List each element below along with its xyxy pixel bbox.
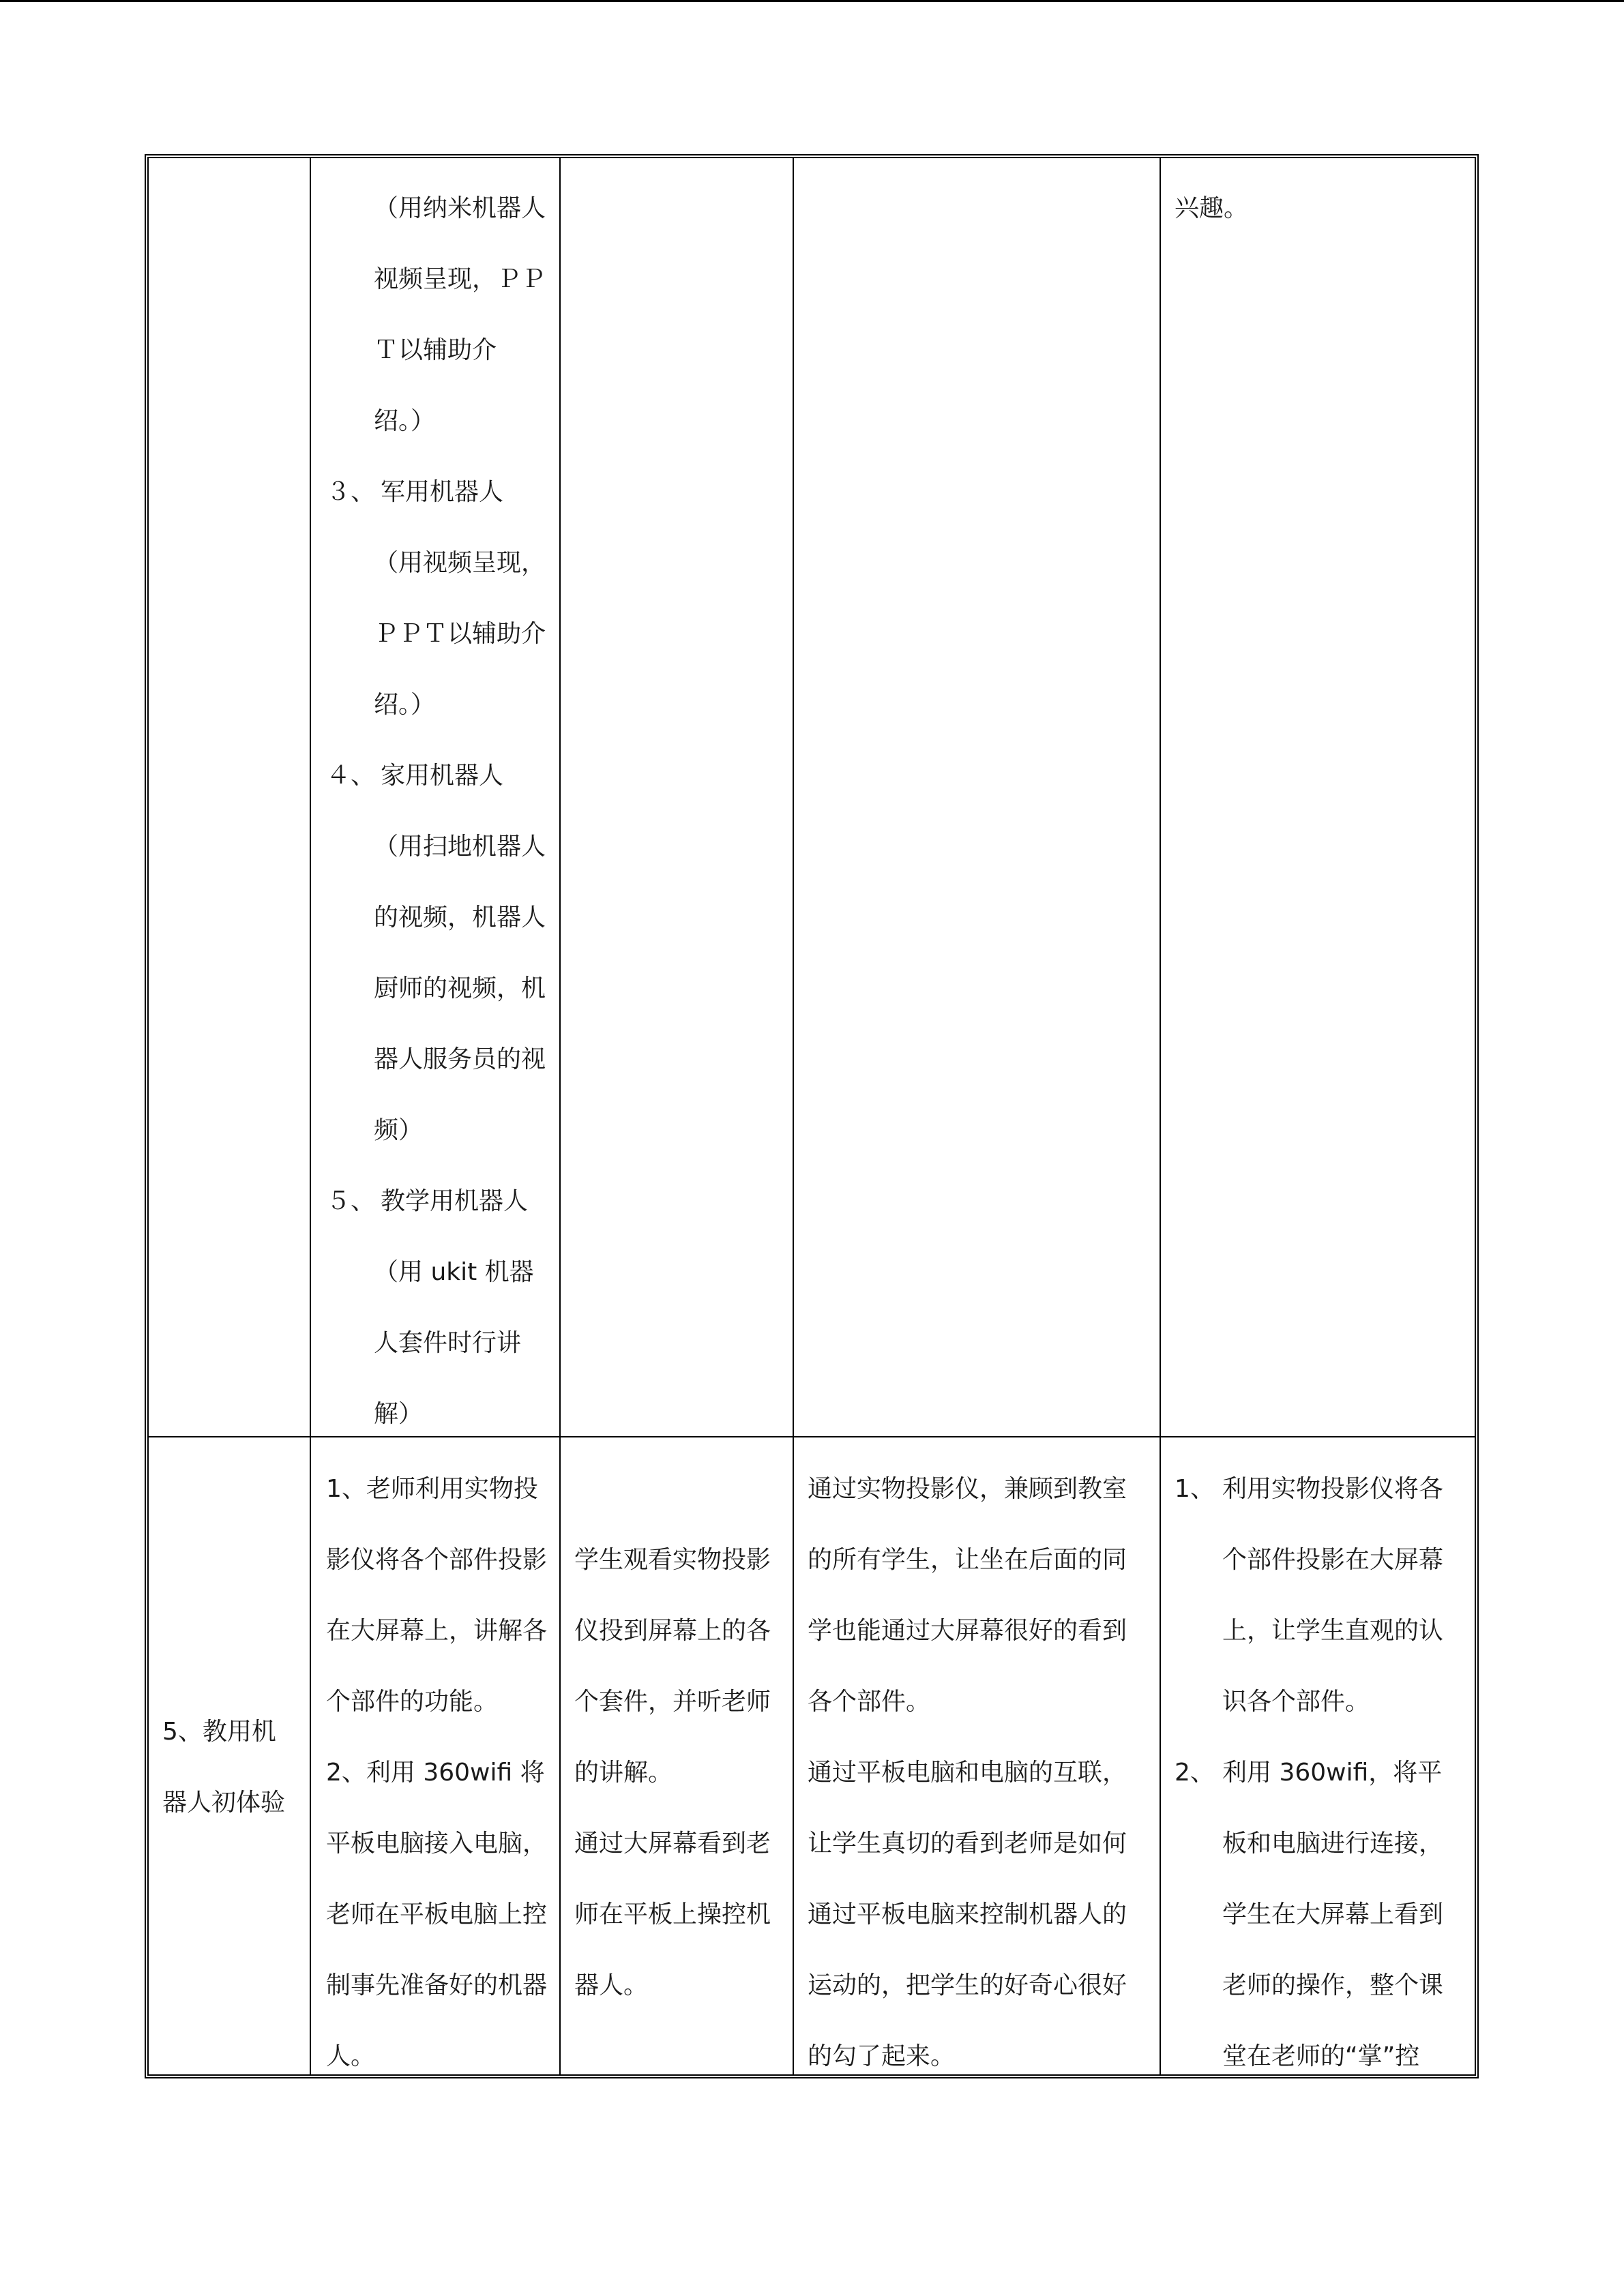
text-line: 仪投到屏幕上的各 <box>574 1617 771 1645</box>
text-line: 绍。） <box>374 691 436 719</box>
text-line: 人套件时行讲 <box>374 1329 522 1357</box>
text-line: 通过平板电脑和电脑的互联， <box>808 1759 1127 1787</box>
list-item-military-robot: ３、 军用机器人 <box>326 478 504 506</box>
row2-effect-cell <box>1175 1454 1443 2092</box>
row1-design-intent-cell <box>1175 173 1248 244</box>
text-line: 兴趣。 <box>1175 194 1249 222</box>
text-line: 学也能通过大屏幕很好的看到 <box>808 1617 1127 1645</box>
text-line: 各个部件。 <box>808 1688 931 1716</box>
column-divider <box>559 158 561 2074</box>
text-line: 学生在大屏幕上看到 <box>1222 1900 1444 1928</box>
text-line: 2、利用 360wifi 将 <box>326 1759 545 1787</box>
text-line: 绍。） <box>374 407 436 435</box>
text-line: 厨师的视频，机 <box>374 974 546 1002</box>
text-line: 老师的操作，整个课 <box>1222 1971 1444 1999</box>
text-line: ＰＰＴ以辅助介 <box>374 620 546 648</box>
row2-design-intent-cell <box>808 1454 1127 2092</box>
effect-item-2: 2、 利用 360wifi，将平 <box>1175 1759 1443 1787</box>
column-divider <box>793 158 794 2074</box>
list-item-home-robot: ４、 家用机器人 <box>326 762 504 790</box>
text-line: 1、老师利用实物投 <box>326 1475 538 1503</box>
text-line: （用纳米机器人 <box>374 194 546 222</box>
text-line: 上，让学生直观的认 <box>1222 1617 1444 1645</box>
text-line: 的勾了起来。 <box>808 2042 956 2070</box>
text-line: 人。 <box>326 2042 376 2070</box>
page-top-rule <box>0 0 1624 2</box>
text-line: 识各个部件。 <box>1222 1688 1370 1716</box>
lesson-plan-table <box>145 154 1479 2078</box>
text-line: 解） <box>374 1400 424 1428</box>
text-line: 的所有学生，让坐在后面的同 <box>808 1546 1127 1574</box>
text-line: 平板电脑接入电脑， <box>326 1830 548 1858</box>
stage-title-line: 5、教用机 <box>162 1718 276 1746</box>
row1-teacher-activity-cell <box>326 173 546 1450</box>
text-line: 制事先准备好的机器 <box>326 1971 548 1999</box>
text-line: 器人。 <box>574 1971 649 1999</box>
text-line: 视频呈现，ＰＰ <box>374 265 546 293</box>
text-line: 学生观看实物投影 <box>574 1546 771 1574</box>
row2-stage-cell <box>162 1697 285 1838</box>
text-line: 运动的，把学生的好奇心很好 <box>808 1971 1127 1999</box>
column-divider <box>1160 158 1161 2074</box>
row2-teacher-activity-cell <box>326 1454 547 2092</box>
row2-student-activity-cell <box>574 1525 771 2021</box>
text-line: （用扫地机器人 <box>374 833 546 861</box>
text-line: 的讲解。 <box>574 1759 673 1787</box>
text-line: 频） <box>374 1116 424 1144</box>
text-line: 堂在老师的“掌”控 <box>1222 2042 1420 2070</box>
list-item-teaching-robot: ５、 教学用机器人 <box>326 1187 529 1215</box>
text-line: Ｔ以辅助介 <box>374 336 497 364</box>
text-line: 通过大屏幕看到老 <box>574 1830 771 1858</box>
effect-item-1: 1、 利用实物投影仪将各 <box>1175 1475 1444 1503</box>
text-line: （用 ukit 机器 <box>374 1258 534 1286</box>
text-line: 个部件投影在大屏幕 <box>1222 1546 1444 1574</box>
text-line: （用视频呈现， <box>374 549 546 577</box>
text-line: 在大屏幕上，讲解各 <box>326 1617 548 1645</box>
text-line: 个套件，并听老师 <box>574 1688 771 1716</box>
text-line: 通过实物投影仪，兼顾到教室 <box>808 1475 1127 1503</box>
column-divider <box>310 158 311 2074</box>
text-line: 板和电脑进行连接， <box>1222 1830 1444 1858</box>
text-line: 的视频，机器人 <box>374 904 546 931</box>
text-line: 器人服务员的视 <box>374 1045 546 1073</box>
text-line: 师在平板上操控机 <box>574 1900 771 1928</box>
stage-title-line: 器人初体验 <box>162 1789 286 1817</box>
text-line: 通过平板电脑来控制机器人的 <box>808 1900 1127 1928</box>
text-line: 老师在平板电脑上控 <box>326 1900 548 1928</box>
text-line: 个部件的功能。 <box>326 1688 499 1716</box>
text-line: 让学生真切的看到老师是如何 <box>808 1830 1127 1858</box>
text-line: 影仪将各个部件投影 <box>326 1546 548 1574</box>
